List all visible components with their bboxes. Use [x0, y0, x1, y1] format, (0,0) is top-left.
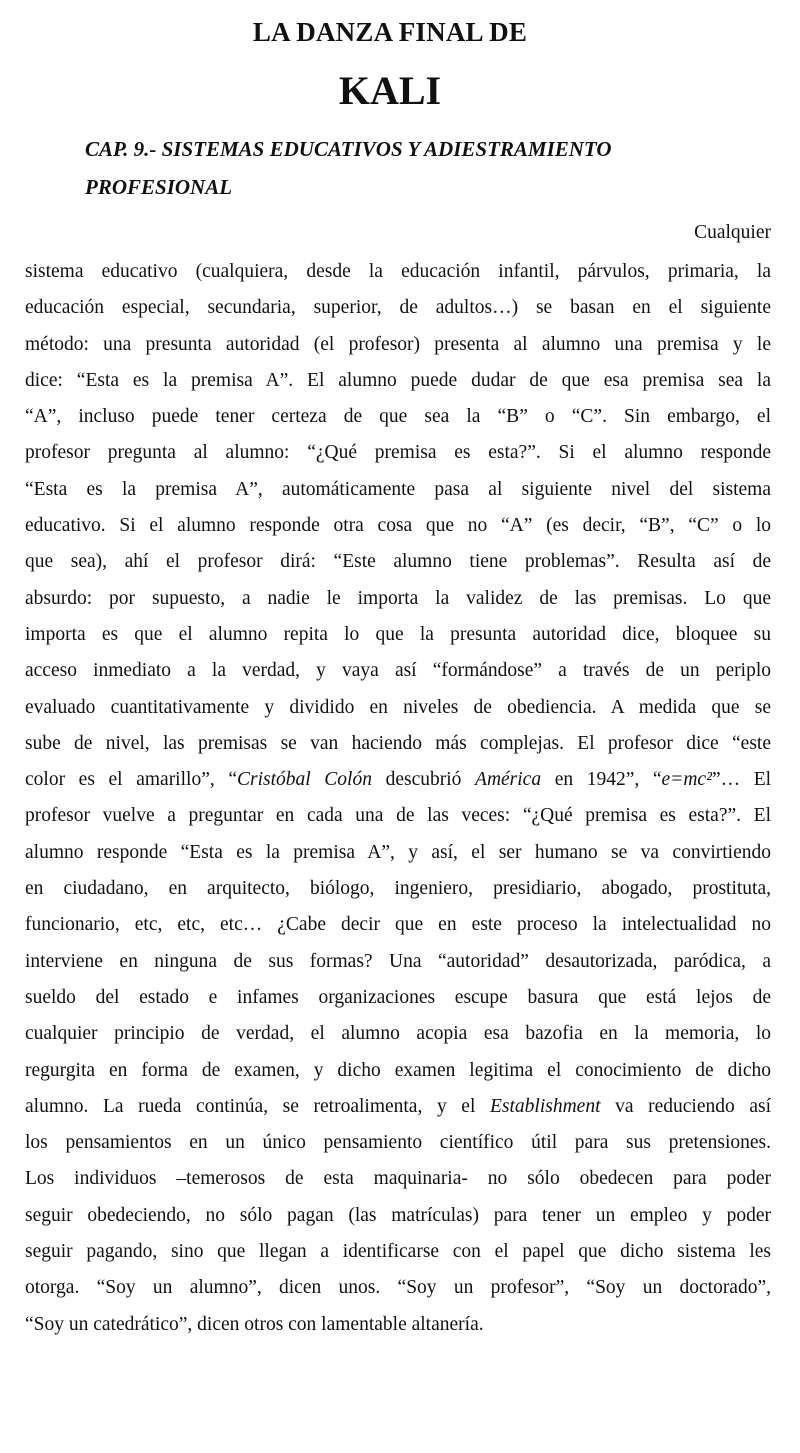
- paragraph-line: absurdo: por supuesto, a nadie le importa la validez de las premisas. Lo que: [25, 587, 771, 609]
- paragraph-line: evaluado cuantitativamente y dividido en niveles de obediencia. A medida que se: [25, 696, 771, 718]
- paragraph-line: los pensamientos en un único pensamiento científico útil para sus pretensiones.: [25, 1132, 771, 1154]
- paragraph-line: seguir obedeciendo, no sólo pagan (las matrículas) para tener un empleo y poder: [25, 1204, 771, 1226]
- paragraph-line: importa es que el alumno repita lo que la presunta autoridad dice, bloquee su: [25, 623, 771, 645]
- paragraph-line: educativo. Si el alumno responde otra cosa que no “A” (es decir, “B”, “C” o lo: [25, 515, 771, 537]
- paragraph-line: que sea), ahí el profesor dirá: “Este alumno tiene problemas”. Resulta así de: [25, 551, 771, 573]
- paragraph-line: funcionario, etc, etc, etc… ¿Cabe decir que en este proceso la intelectualidad no: [25, 914, 771, 936]
- paragraph-line: regurgita en forma de examen, y dicho examen legitima el conocimiento de dicho: [25, 1059, 771, 1081]
- paragraph-first-word: Cualquier: [694, 222, 771, 243]
- paragraph-line: otorga. “Soy un alumno”, dicen unos. “Soy un profesor”, “Soy un doctorado”,: [25, 1277, 771, 1299]
- paragraph-line: “Esta es la premisa A”, automáticamente pasa al siguiente nivel del sistema: [25, 478, 771, 500]
- paragraph-line: “A”, incluso puede tener certeza de que sea la “B” o “C”. Sin embargo, el: [25, 406, 771, 428]
- paragraph-line: acceso inmediato a la verdad, y vaya así “formándose” a través de un periplo: [25, 660, 771, 682]
- paragraph-line: en ciudadano, en arquitecto, biólogo, ingeniero, presidiario, abogado, prostituta,: [25, 878, 771, 900]
- paragraph-line: sueldo del estado e infames organizaciones escupe basura que está lejos de: [25, 986, 771, 1008]
- paragraph-line: alumno. La rueda continúa, se retroalimenta, y el Establishment va reduciendo así: [25, 1095, 771, 1117]
- paragraph-line: educación especial, secundaria, superior, de adultos…) se basan en el siguiente: [25, 297, 771, 319]
- paragraph-line: alumno responde “Esta es la premisa A”, y así, el ser humano se va convirtiendo: [25, 841, 771, 863]
- body-paragraph: [25, 254, 771, 1343]
- paragraph-line: sube de nivel, las premisas se van haciendo más complejas. El profesor dice “este: [25, 732, 771, 754]
- paragraph-line: profesor vuelve a preguntar en cada una de las veces: “¿Qué premisa es esta?”. El: [25, 805, 771, 827]
- paragraph-line: método: una presunta autoridad (el profesor) presenta al alumno una premisa y le: [25, 333, 771, 355]
- paragraph-line: color es el amarillo”, “Cristóbal Colón descubrió América en 1942”, “e=mc²”… El: [25, 769, 772, 791]
- chapter-heading: CAP. 9.- SISTEMAS EDUCATIVOS Y ADIESTRAMIENTO PROFESIONAL: [85, 137, 612, 199]
- paragraph-line: interviene en ninguna de sus formas? Una “autoridad” desautorizada, paródica, a: [25, 950, 771, 972]
- paragraph-line: profesor pregunta al alumno: “¿Qué premisa es esta?”. Si el alumno responde: [25, 442, 771, 464]
- paragraph-line: seguir pagando, sino que llegan a identificarse con el papel que dicho sistema les: [25, 1241, 771, 1263]
- book-title-line-2: KALI: [338, 68, 442, 113]
- book-title-line-1: LA DANZA FINAL DE: [252, 17, 528, 47]
- paragraph-line: Los individuos –temerosos de esta maquinaria- no sólo obedecen para poder: [25, 1168, 771, 1190]
- paragraph-line: sistema educativo (cualquiera, desde la educación infantil, párvulos, primaria, la: [25, 261, 771, 282]
- paragraph-line: “Soy un catedrático”, dicen otros con lamentable altanería.: [25, 1313, 484, 1335]
- paragraph-line: cualquier principio de verdad, el alumno acopia esa bazofia en la memoria, lo: [25, 1023, 771, 1045]
- paragraph-line: dice: “Esta es la premisa A”. El alumno puede dudar de que esa premisa sea la: [25, 369, 771, 391]
